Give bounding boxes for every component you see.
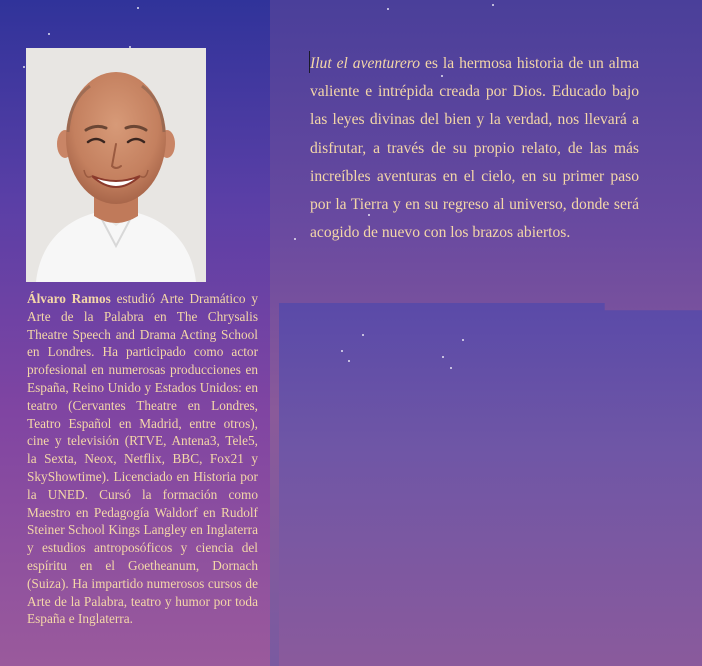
star: [294, 238, 296, 240]
author-portrait: [26, 48, 206, 282]
star: [462, 339, 464, 341]
star: [48, 33, 50, 35]
author-name: Álvaro Ramos: [27, 291, 111, 306]
star: [137, 7, 139, 9]
star: [341, 350, 343, 352]
star: [348, 360, 350, 362]
star: [362, 334, 364, 336]
author-bio: [27, 290, 258, 628]
star: [442, 356, 444, 358]
star: [492, 4, 494, 6]
back-cover-lower-panel: [279, 303, 702, 666]
author-bio-text: estudió Arte Dramático y Arte de la Palabra en The Chrysalis Theatre Speech and Drama Acting School en Londres. Ha participado como actor profesional en numerosas producciones en España, Reino Unido y Estados Unidos: en teatro (Cervantes Theatre en Londres, Teatro Español en Madrid, entre otros), cine y televisión (RTVE, Antena3, Tele5, la Sexta, Neox, Netflix, BBC, Fox21 y SkyShowtime). Licenciado en Historia por la UNED. Cursó la formación como Maestro en Pedagogía Waldorf en Rudolf Steiner School Kings Langley en Inglaterra y estudios antroposóficos y ciencia del espíritu en el Goetheanum, Dornach (Suiza). Ha impartido numerosos cursos de Arte de la Palabra, teatro y humor por toda España e Inglaterra.: [27, 291, 258, 627]
star: [23, 66, 25, 68]
book-title: Ilut el aventurero: [310, 55, 421, 72]
author-photo: [26, 48, 206, 282]
star: [450, 367, 452, 369]
book-blurb-text: es la hermosa historia de un alma valiente e intrépida creada por Dios. Educado bajo las leyes divinas del bien y la verdad, nos llevará a disfrutar, a través de su propio relato, de las más increíbles aventuras en el cielo, en su primer paso por la Tierra y en su regreso al universo, donde será acogido de nuevo con los brazos abiertos.: [310, 55, 639, 242]
book-blurb: [310, 50, 639, 247]
star: [387, 8, 389, 10]
